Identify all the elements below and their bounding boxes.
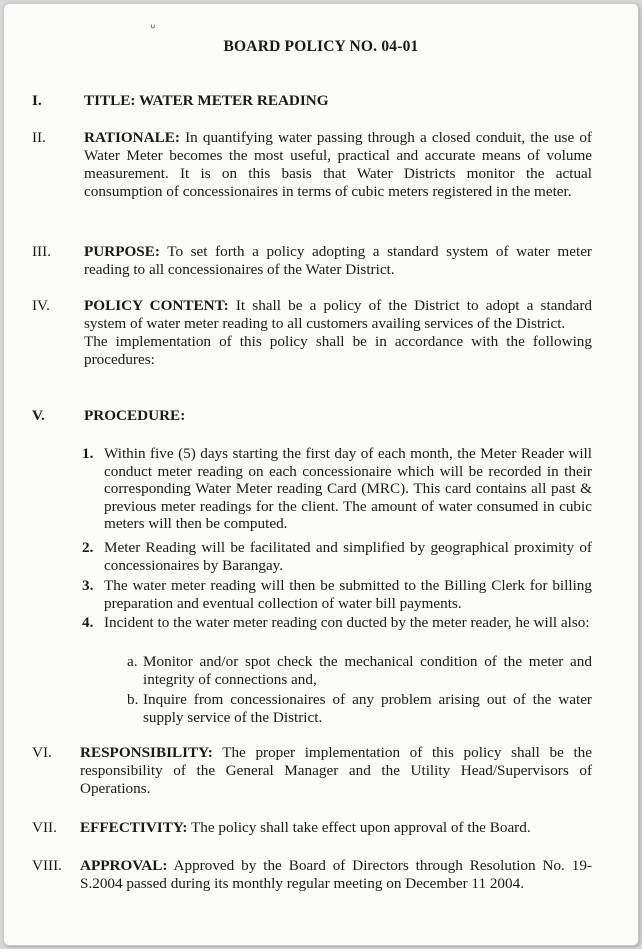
section-heading: EFFECTIVITY: <box>80 819 188 836</box>
section-heading: TITLE: WATER METER READING <box>84 92 329 109</box>
section-number: VII. <box>32 819 57 836</box>
section-heading: APPROVAL: <box>80 857 168 874</box>
section-title <box>32 92 592 110</box>
sub-item-letter: b. <box>127 691 139 708</box>
section-text: It shall be a policy of the District to adopt a standard system of water meter reading to all customers availing services of the District. <box>84 297 593 332</box>
section-text: To set forth a policy adopting a standard system of water meter reading to all concessionaires of the Water District. <box>84 243 592 278</box>
scan-mark: ᐡ <box>150 23 156 38</box>
section-text: In quantifying water passing through a closed conduit, the use of Water Meter becomes the most useful, practical and accurate means of volume measurement. It is on this basis that Water Districts monitor the actual consumption of concessionaires in terms of cubic meters registered in the meter. <box>84 129 592 200</box>
step-text: Incident to the water meter reading con ducted by the meter reader, he will also: <box>104 614 590 631</box>
step-number: 3. <box>82 577 94 594</box>
section-text: The policy shall take effect upon approval of the Board. <box>191 819 531 836</box>
section-heading: RATIONALE: <box>84 129 180 146</box>
sub-item-text: Inquire from concessionaires of any problem arising out of the water supply service of the District. <box>143 691 592 726</box>
section-heading: PROCEDURE: <box>84 407 186 424</box>
section-rationale <box>32 129 592 201</box>
section-text: The proper implementation of this policy shall be the responsibility of the General Manager and the Utility Head/Supervisors of Operations. <box>80 744 592 797</box>
procedure-step <box>82 614 592 632</box>
sub-item-letter: a. <box>127 653 138 670</box>
section-heading: POLICY CONTENT: <box>84 297 229 314</box>
section-heading: PURPOSE: <box>84 243 160 260</box>
section-heading: RESPONSIBILITY: <box>80 744 213 761</box>
page-title: BOARD POLICY NO. 04-01 <box>223 38 419 55</box>
section-number: V. <box>32 407 45 424</box>
section-policy-content <box>32 297 592 369</box>
step-text: Within five (5) days starting the first day of each month, the Meter Reader will conduct meter reading on each concessionaire which will be recorded in their corresponding Water Meter reading Card (MRC). This card contains all past & previous meter readings for the client. The amount of water consumed in cubic meters will then be computed. <box>104 445 592 532</box>
document-page <box>3 3 639 946</box>
section-approval <box>32 857 592 893</box>
section-effectivity <box>32 819 592 837</box>
step-number: 4. <box>82 614 94 631</box>
procedure-step <box>82 539 592 574</box>
section-purpose <box>32 243 592 279</box>
sub-item-text: Monitor and/or spot check the mechanical condition of the meter and integrity of connections and, <box>143 653 592 688</box>
procedure-sub-item <box>127 653 592 688</box>
step-number: 1. <box>82 445 94 462</box>
section-number: VIII. <box>32 857 62 874</box>
section-text-2: The implementation of this policy shall be in accordance with the following procedures: <box>84 333 592 368</box>
section-number: III. <box>32 243 51 260</box>
section-number: VI. <box>32 744 52 761</box>
procedure-step <box>82 577 592 612</box>
section-responsibility <box>32 744 592 798</box>
section-number: IV. <box>32 297 50 314</box>
step-text: Meter Reading will be facilitated and simplified by geographical proximity of concessionaires by Barangay. <box>104 539 592 574</box>
procedure-sub-item <box>127 691 592 726</box>
procedure-step <box>82 445 592 533</box>
step-text: The water meter reading will then be submitted to the Billing Clerk for billing preparation and eventual collection of water bill payments. <box>104 577 592 612</box>
section-number: I. <box>32 92 42 109</box>
section-number: II. <box>32 129 46 146</box>
section-procedure <box>32 407 592 425</box>
step-number: 2. <box>82 539 94 556</box>
section-text: Approved by the Board of Directors through Resolution No. 19-S.2004 passed during its monthly regular meeting on December 11 2004. <box>80 857 592 892</box>
